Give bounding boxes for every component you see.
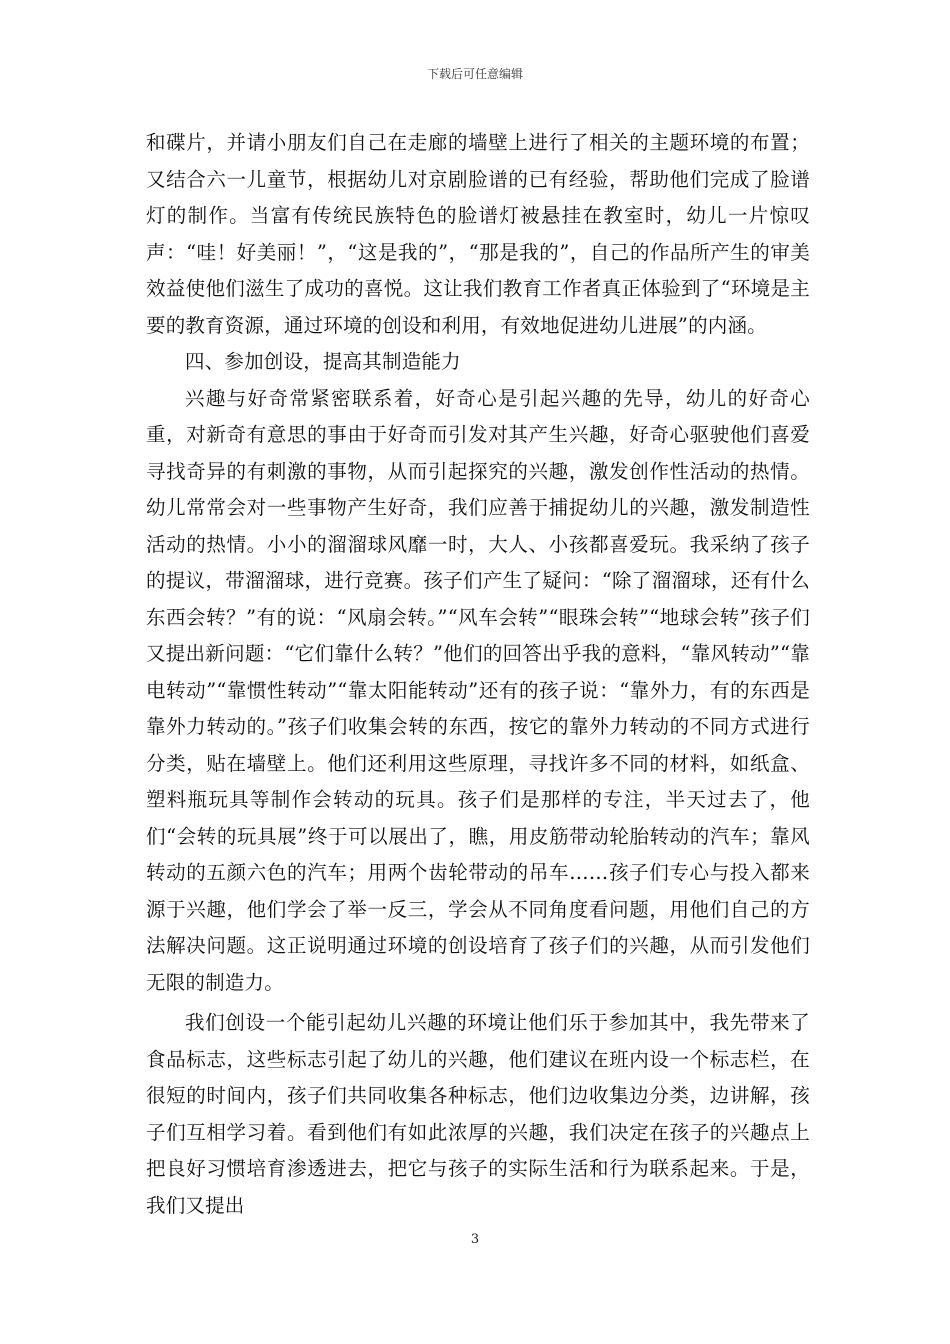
paragraph-signs: 我们创设一个能引起幼儿兴趣的环境让他们乐于参加其中，我先带来了食品标志，这些标志引起了幼儿的兴趣，他们建议在班内设一个标志栏，在很短的时间内，孩子们共同收集各种标志，他们边收集边分类，边讲解，孩子们互相学习着。看到他们有如此浓厚的兴趣，我们决定在孩子的兴趣点上把良好习惯培育渗透进去，把它与孩子的实际生活和行为联系起来。于是，我们又提出 [146,1011,810,1217]
paragraph-curiosity: 兴趣与好奇常紧密联系着，好奇心是引起兴趣的先导，幼儿的好奇心重，对新奇有意思的事由于好奇而引发对其产生兴趣，好奇心驱驶他们喜爱寻找奇异的有刺激的事物，从而引起探究的兴趣，激发创作性活动的热情。幼儿常常会对一些事物产生好奇，我们应善于捕捉幼儿的兴趣，激发制造性活动的热情。小小的溜溜球风靡一时，大人、小孩都喜爱玩。我采纳了孩子的提议，带溜溜球，进行竞赛。孩子们产生了疑问：“除了溜溜球，还有什么东西会转？”有的说：“风扇会转。”“风车会转”“眼珠会转”“地球会转”孩子们又提出新问题：“它们靠什么转？”他们的回答出乎我的意料，“靠风转动”“靠电转动”“靠惯性转动”“靠太阳能转动”还有的孩子说：“靠外力，有的东西是靠外力转动的。”孩子们收集会转的东西，按它的靠外力转动的不同方式进行分类，贴在墙壁上。他们还利用这些原理，寻找许多不同的材料，如纸盒、塑料瓶玩具等制作会转动的玩具。孩子们是那样的专注，半天过去了，他们“会转的玩具展”终于可以展出了，瞧，用皮筋带动轮胎转动的汽车；靠风转动的五颜六色的汽车；用两个齿轮带动的吊车……孩子们专心与投入都来源于兴趣，他们学会了举一反三，学会从不同角度看问题，用他们自己的方法解决问题。这正说明通过环境的创设培育了孩子们的兴趣，从而引发他们无限的制造力。 [146,386,810,994]
document-body [146,125,810,1224]
page-number: 3 [470,1232,480,1247]
section-heading: 四、参加创设，提高其制造能力 [185,350,461,373]
paragraph-continuation: 和碟片，并请小朋友们自己在走廊的墙壁上进行了相关的主题环境的布置；又结合六一儿童节，根据幼儿对京剧脸谱的已有经验，帮助他们完成了脸谱灯的制作。当富有传统民族特色的脸谱灯被悬挂在教室时，幼儿一片惊叹声：“哇！好美丽！”，“这是我的”，“那是我的”，自己的作品所产生的审美效益使他们滋生了成功的喜悦。这让我们教育工作者真正体验到了“环境是主要的教育资源，通过环境的创设和利用，有效地促进幼儿进展”的内涵。 [146,131,810,337]
page-header-note: 下载后可任意编辑 [426,67,523,81]
